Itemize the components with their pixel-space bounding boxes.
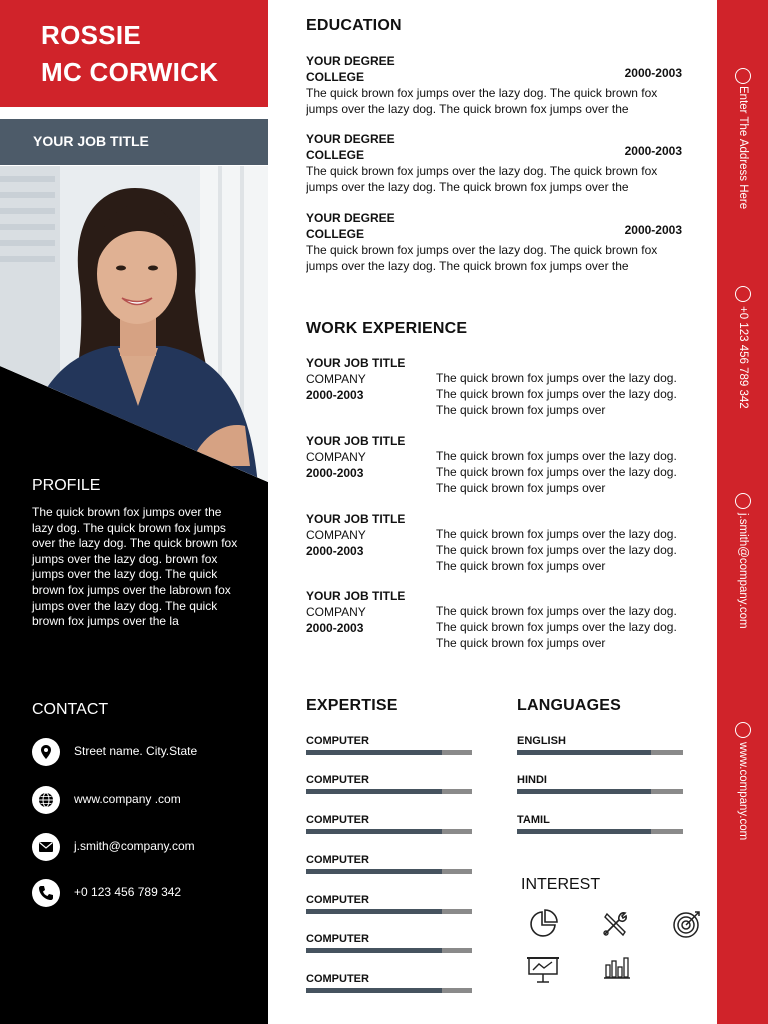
skill-bar-fill xyxy=(306,909,442,914)
work-company: COMPANY xyxy=(306,528,366,542)
skill-bar-fill xyxy=(306,869,442,874)
education-item xyxy=(306,210,682,274)
education-description: The quick brown fox jumps over the lazy dog. The quick brown fox jumps over the lazy dog. The quick brown fox jumps over the xyxy=(306,243,658,273)
sidebar-website-text[interactable]: www.company.com xyxy=(737,742,749,841)
college xyxy=(306,223,682,242)
contact-address-text: Street name. City.State xyxy=(74,744,198,758)
contact-email-text[interactable]: j.smith@company.com xyxy=(74,839,195,853)
work-item xyxy=(306,434,686,498)
target-icon xyxy=(671,908,703,940)
work-description: The quick brown fox jumps over the lazy dog. The quick brown fox jumps over the lazy dog. The quick brown fox jumps over xyxy=(436,527,677,573)
language-bar xyxy=(517,829,683,834)
phone-icon xyxy=(32,879,60,907)
email-icon xyxy=(735,493,751,509)
work-job-title: YOUR JOB TITLE xyxy=(306,589,406,603)
language-skill xyxy=(517,774,683,796)
skill-label: COMPUTER xyxy=(306,774,369,786)
language-label: HINDI xyxy=(517,774,547,786)
contact-website[interactable] xyxy=(32,786,262,814)
presentation-icon xyxy=(527,955,559,985)
expertise-skill xyxy=(306,894,472,916)
job-title-banner xyxy=(0,119,268,165)
envelope-icon xyxy=(32,833,60,861)
work-item xyxy=(306,356,686,420)
expertise-skill xyxy=(306,854,472,876)
globe-icon xyxy=(32,786,60,814)
education-item xyxy=(306,53,682,117)
college xyxy=(306,144,682,163)
degree: YOUR DEGREE xyxy=(306,211,395,225)
left-column xyxy=(0,0,268,1024)
work-years: 2000-2003 xyxy=(306,621,364,635)
language-label: TAMIL xyxy=(517,814,550,826)
skill-label: COMPUTER xyxy=(306,894,369,906)
degree: YOUR DEGREE xyxy=(306,132,395,146)
work-company: COMPANY xyxy=(306,605,366,619)
work-years: 2000-2003 xyxy=(306,466,364,480)
expertise-title: EXPERTISE xyxy=(306,697,398,714)
skill-bar-fill xyxy=(306,829,442,834)
contact-phone[interactable] xyxy=(32,879,262,907)
language-bar-fill xyxy=(517,829,651,834)
skill-bar-fill xyxy=(306,789,442,794)
contact-address xyxy=(32,738,262,766)
skill-bar xyxy=(306,750,472,755)
work-item xyxy=(306,512,686,576)
contact-website-text[interactable]: www.company .com xyxy=(74,792,181,806)
skill-bar-fill xyxy=(306,948,442,953)
work-item xyxy=(306,589,686,653)
education-years: 2000-2003 xyxy=(624,66,682,80)
skill-bar xyxy=(306,988,472,993)
language-skill xyxy=(517,814,683,836)
skill-bar xyxy=(306,829,472,834)
work-description: The quick brown fox jumps over the lazy dog. The quick brown fox jumps over the lazy dog. The quick brown fox jumps over xyxy=(436,371,677,417)
expertise-skill xyxy=(306,973,472,995)
profile-title: PROFILE xyxy=(32,477,101,494)
work-years: 2000-2003 xyxy=(306,544,364,558)
education-item xyxy=(306,131,682,195)
language-bar-fill xyxy=(517,750,651,755)
contact-email[interactable] xyxy=(32,833,262,861)
profile-text: The quick brown fox jumps over the lazy dog. The quick brown fox jumps over the lazy dog. The quick brown fox jumps over the lazy dog. brown fox jumps over the lazy dog. The quick brown fox jumps over the labrown fox jumps over the lazy dog. The quick brown fox jumps over the la xyxy=(32,505,238,629)
language-bar xyxy=(517,750,683,755)
work-job-title: YOUR JOB TITLE xyxy=(306,434,406,448)
bar-chart-icon xyxy=(603,955,631,981)
profile-photo xyxy=(0,166,268,486)
work-description: The quick brown fox jumps over the lazy dog. The quick brown fox jumps over the lazy dog. The quick brown fox jumps over xyxy=(436,604,677,650)
college-name: COLLEGE xyxy=(306,70,365,84)
skill-label: COMPUTER xyxy=(306,973,369,985)
skill-label: COMPUTER xyxy=(306,814,369,826)
skill-bar xyxy=(306,948,472,953)
sidebar-email-text[interactable]: j.smith@company.com xyxy=(737,513,749,629)
sidebar-phone-text[interactable]: +0 123 456 789 342 xyxy=(737,306,749,409)
sidebar-address-text: Enter The Address Here xyxy=(737,86,749,210)
skill-label: COMPUTER xyxy=(306,933,369,945)
language-skill xyxy=(517,735,683,757)
education-description: The quick brown fox jumps over the lazy dog. The quick brown fox jumps over the lazy dog. The quick brown fox jumps over the xyxy=(306,164,658,194)
work-job-title: YOUR JOB TITLE xyxy=(306,512,406,526)
location-pin-icon xyxy=(32,738,60,766)
location-icon xyxy=(735,68,751,84)
expertise-skill xyxy=(306,933,472,955)
contact-sidebar xyxy=(717,0,768,1024)
phone-icon xyxy=(735,286,751,302)
language-bar-fill xyxy=(517,789,651,794)
college-name: COLLEGE xyxy=(306,227,365,241)
first-name: ROSSIE xyxy=(41,20,142,50)
language-bar xyxy=(517,789,683,794)
education-description: The quick brown fox jumps over the lazy dog. The quick brown fox jumps over the lazy dog. The quick brown fox jumps over the xyxy=(306,86,658,116)
work-description: The quick brown fox jumps over the lazy dog. The quick brown fox jumps over the lazy dog. The quick brown fox jumps over xyxy=(436,449,677,495)
degree: YOUR DEGREE xyxy=(306,54,395,68)
college xyxy=(306,66,682,85)
work-experience-title: WORK EXPERIENCE xyxy=(306,320,468,337)
education-years: 2000-2003 xyxy=(624,144,682,158)
last-name: MC CORWICK xyxy=(41,57,219,87)
contact-phone-text[interactable]: +0 123 456 789 342 xyxy=(74,885,182,899)
education-years: 2000-2003 xyxy=(624,223,682,237)
skill-bar-fill xyxy=(306,750,442,755)
web-icon xyxy=(735,722,751,738)
skill-bar-fill xyxy=(306,988,442,993)
work-company: COMPANY xyxy=(306,450,366,464)
work-job-title: YOUR JOB TITLE xyxy=(306,356,406,370)
contact-title: CONTACT xyxy=(32,701,109,718)
job-title: YOUR JOB TITLE xyxy=(33,133,149,149)
college-name: COLLEGE xyxy=(306,148,365,162)
skill-bar xyxy=(306,869,472,874)
interest-title: INTEREST xyxy=(521,876,601,893)
language-label: ENGLISH xyxy=(517,735,566,747)
work-company: COMPANY xyxy=(306,372,366,386)
expertise-skill xyxy=(306,814,472,836)
skill-label: COMPUTER xyxy=(306,735,369,747)
expertise-skill xyxy=(306,735,472,757)
work-years: 2000-2003 xyxy=(306,388,364,402)
skill-label: COMPUTER xyxy=(306,854,369,866)
name-banner xyxy=(0,0,268,107)
skill-bar xyxy=(306,909,472,914)
skill-bar xyxy=(306,789,472,794)
pie-chart-icon xyxy=(527,908,559,940)
expertise-skill xyxy=(306,774,472,796)
languages-title: LANGUAGES xyxy=(517,697,622,714)
education-title: EDUCATION xyxy=(306,17,402,34)
tools-icon xyxy=(599,908,631,940)
